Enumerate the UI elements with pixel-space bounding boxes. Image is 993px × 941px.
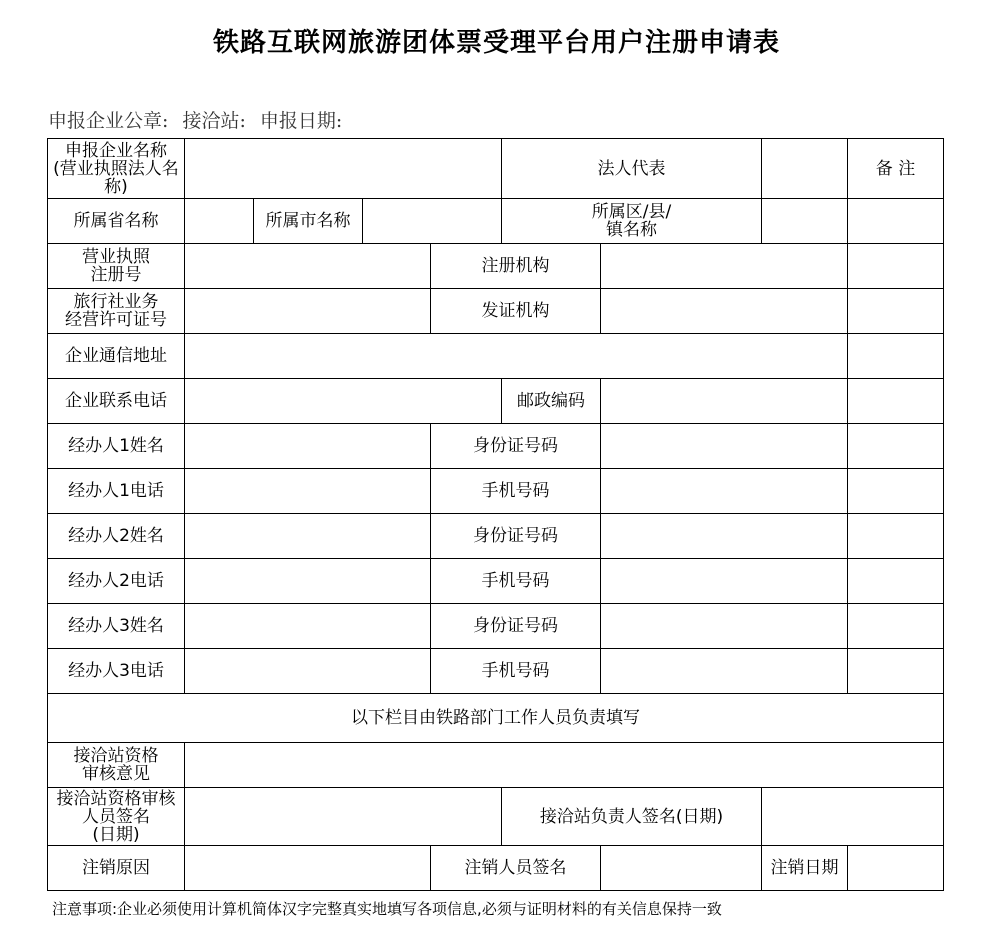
agent1-mobile-cell[interactable] — [601, 469, 848, 514]
company-seal-label: 申报企业公章: — [48, 110, 169, 132]
remarks-cell-9[interactable] — [848, 559, 944, 604]
review-opinion-cell[interactable] — [185, 743, 944, 788]
reg-org-label: 注册机构 — [431, 244, 601, 289]
company-name-label: 申报企业名称 (营业执照法人名称) — [48, 139, 185, 199]
travel-permit-label: 旅行社业务 经营许可证号 — [48, 289, 185, 334]
agent2-mobile-label: 手机号码 — [431, 559, 601, 604]
travel-permit-cell[interactable] — [185, 289, 431, 334]
city-cell[interactable] — [363, 199, 502, 244]
remarks-cell-7[interactable] — [848, 469, 944, 514]
reviewer-sign-label: 接洽站资格审核 人员签名 (日期) — [48, 788, 185, 846]
remarks-cell-5[interactable] — [848, 379, 944, 424]
page-title: 铁路互联网旅游团体票受理平台用户注册申请表 — [212, 28, 780, 58]
agent1-mobile-label: 手机号码 — [431, 469, 601, 514]
agent3-mobile-cell[interactable] — [601, 649, 848, 694]
reviewer-sign-cell[interactable] — [185, 788, 502, 846]
application-date-label: 申报日期: — [259, 110, 343, 132]
agent2-phone-label: 经办人2电话 — [48, 559, 185, 604]
agent3-name-cell[interactable] — [185, 604, 431, 649]
footnote: 注意事项:企业必须使用计算机简体汉字完整真实地填写各项信息,必须与证明材料的有关信息保持一致 — [52, 900, 722, 918]
agent3-id-cell[interactable] — [601, 604, 848, 649]
remarks-cell-4[interactable] — [848, 334, 944, 379]
remarks-cell-10[interactable] — [848, 604, 944, 649]
city-label: 所属市名称 — [254, 199, 363, 244]
agent1-id-cell[interactable] — [601, 424, 848, 469]
agent3-name-label: 经办人3姓名 — [48, 604, 185, 649]
remarks-cell-8[interactable] — [848, 514, 944, 559]
agent1-name-label: 经办人1姓名 — [48, 424, 185, 469]
cancel-date-cell[interactable] — [848, 846, 944, 891]
district-label: 所属区/县/ 镇名称 — [502, 199, 762, 244]
remarks-label: 备 注 — [848, 139, 944, 199]
issuing-org-label: 发证机构 — [431, 289, 601, 334]
agent3-mobile-label: 手机号码 — [431, 649, 601, 694]
postcode-cell[interactable] — [601, 379, 848, 424]
remarks-cell-3[interactable] — [848, 289, 944, 334]
license-no-cell[interactable] — [185, 244, 431, 289]
agent1-id-label: 身份证号码 — [431, 424, 601, 469]
cancel-reason-label: 注销原因 — [48, 846, 185, 891]
agent2-mobile-cell[interactable] — [601, 559, 848, 604]
reg-org-cell[interactable] — [601, 244, 848, 289]
head-sign-label: 接洽站负责人签名(日期) — [502, 788, 762, 846]
agent3-phone-label: 经办人3电话 — [48, 649, 185, 694]
district-cell[interactable] — [762, 199, 848, 244]
agent2-name-cell[interactable] — [185, 514, 431, 559]
agent3-phone-cell[interactable] — [185, 649, 431, 694]
issuing-org-cell[interactable] — [601, 289, 848, 334]
agent2-id-label: 身份证号码 — [431, 514, 601, 559]
head-sign-cell[interactable] — [762, 788, 944, 846]
cancel-sign-cell[interactable] — [601, 846, 762, 891]
remarks-cell-6[interactable] — [848, 424, 944, 469]
registration-form-table — [47, 138, 944, 891]
address-label: 企业通信地址 — [48, 334, 185, 379]
company-name-cell[interactable] — [185, 139, 502, 199]
agent2-id-cell[interactable] — [601, 514, 848, 559]
cancel-reason-cell[interactable] — [185, 846, 431, 891]
remarks-cell-1[interactable] — [848, 199, 944, 244]
cancel-sign-label: 注销人员签名 — [431, 846, 601, 891]
phone-cell[interactable] — [185, 379, 502, 424]
license-no-label: 营业执照 注册号 — [48, 244, 185, 289]
header-line — [48, 106, 350, 133]
phone-label: 企业联系电话 — [48, 379, 185, 424]
agent1-name-cell[interactable] — [185, 424, 431, 469]
cancel-date-label: 注销日期 — [762, 846, 848, 891]
legal-rep-cell[interactable] — [762, 139, 848, 199]
remarks-cell-2[interactable] — [848, 244, 944, 289]
legal-rep-label: 法人代表 — [502, 139, 762, 199]
province-label: 所属省名称 — [48, 199, 185, 244]
remarks-cell-11[interactable] — [848, 649, 944, 694]
postcode-label: 邮政编码 — [502, 379, 601, 424]
agent1-phone-cell[interactable] — [185, 469, 431, 514]
agent1-phone-label: 经办人1电话 — [48, 469, 185, 514]
address-cell[interactable] — [185, 334, 848, 379]
contact-station-label: 接洽站: — [182, 110, 246, 132]
agent3-id-label: 身份证号码 — [431, 604, 601, 649]
agent2-phone-cell[interactable] — [185, 559, 431, 604]
review-opinion-label: 接洽站资格 审核意见 — [48, 743, 185, 788]
railway-section-header: 以下栏目由铁路部门工作人员负责填写 — [48, 694, 944, 743]
province-cell[interactable] — [185, 199, 254, 244]
agent2-name-label: 经办人2姓名 — [48, 514, 185, 559]
